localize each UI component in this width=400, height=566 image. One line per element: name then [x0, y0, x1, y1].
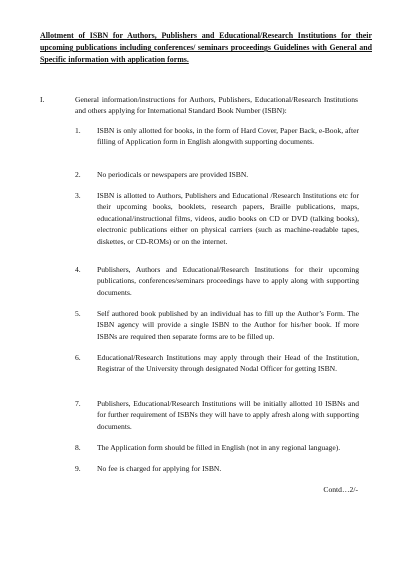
document-title: Allotment of ISBN for Authors, Publishers and Educational/Research Institutions for their upcoming publications including conferences/ seminars proceedings Guidelines with General and Specific information with application forms. — [40, 31, 372, 65]
item-text: Self authored book published by an individual has to fill up the Author’s Form. The ISBN agency will provide a single ISBN to the Author for his/her book. If more ISBNs are required then separate forms are to be filled up. — [97, 309, 359, 341]
section-intro: General information/instructions for Authors, Publishers, Educational/Research Institutions and others applying for International Standard Book Number (ISBN): — [75, 95, 358, 116]
item-number: 9. — [75, 464, 81, 473]
item-number: 2. — [75, 170, 81, 179]
item-number: 7. — [75, 399, 81, 408]
item-number: 3. — [75, 191, 81, 200]
item-text: Educational/Research Institutions may apply through their Head of the Institution, Registrar of the University through designated Nodal Officer for getting ISBN. — [97, 353, 359, 374]
item-text: No fee is charged for applying for ISBN. — [97, 464, 222, 473]
item-text: ISBN is allotted to Authors, Publishers and Educational /Research Institutions etc for their upcoming books, booklets, research papers, Braille publications, maps, educational/instructional films, videos, audio books on CD or DVD (talking books), electronic publications either on physical carriers (such as machine-readable tapes, diskettes, or CD-ROMs) or on the internet. — [97, 191, 359, 246]
section-number: I. — [40, 95, 45, 104]
item-number: 5. — [75, 309, 81, 318]
item-text: No periodicals or newspapers are provided ISBN. — [97, 170, 249, 179]
item-text: ISBN is only allotted for books, in the form of Hard Cover, Paper Back, e-Book, after filling of Application form in English alongwith supporting documents. — [97, 126, 359, 147]
item-number: 6. — [75, 353, 81, 362]
item-number: 4. — [75, 265, 81, 274]
item-text: Publishers, Educational/Research Institutions will be initially allotted 10 ISBNs and for further requirement of ISBNs they will have to apply afresh along with supporting documents. — [97, 399, 359, 431]
item-text: Publishers, Authors and Educational/Research Institutions for their upcoming publications, conferences/seminars proceedings have to apply along with supporting documents. — [97, 265, 359, 297]
item-number: 8. — [75, 443, 81, 452]
item-number: 1. — [75, 126, 81, 135]
continued-marker: Contd…2/- — [323, 485, 358, 494]
item-text: The Application form should be filled in English (not in any regional language). — [97, 443, 341, 452]
